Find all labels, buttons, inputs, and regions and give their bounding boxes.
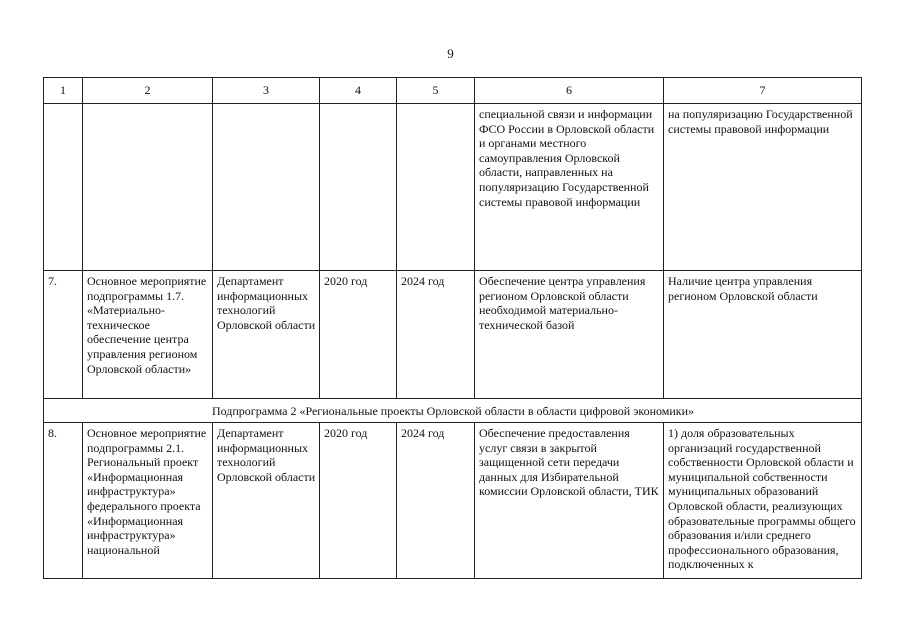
cell-empty xyxy=(83,104,213,271)
header-cell-1: 1 xyxy=(44,78,83,104)
cell-end-year: 2024 год xyxy=(397,271,475,399)
cell-empty xyxy=(397,104,475,271)
table-row-7 xyxy=(44,271,862,399)
table-row-continued xyxy=(44,104,862,271)
cell-measure: Основное мероприятие подпрограммы 1.7. «Материально-техническое обеспечение центра управления регионом Орловской области» xyxy=(83,271,213,399)
cell-empty xyxy=(213,104,320,271)
subprogram-title: Подпрограмма 2 «Региональные проекты Орловской области в области цифровой экономики» xyxy=(44,399,862,423)
plan-table xyxy=(43,77,862,579)
header-cell-4: 4 xyxy=(320,78,397,104)
cell-indicator: Наличие центра управления регионом Орловской области xyxy=(664,271,862,399)
header-cell-5: 5 xyxy=(397,78,475,104)
cell-empty xyxy=(44,104,83,271)
cell-measure: Основное мероприятие подпрограммы 2.1. Региональный проект «Информационная инфраструктура» федерального проекта «Информационная инфраструктура» национальной xyxy=(83,423,213,579)
cell-result: Обеспечение предоставления услуг связи в закрытой защищенной сети передачи данных для Избирательной комиссии Орловской области, ТИК xyxy=(475,423,664,579)
header-cell-6: 6 xyxy=(475,78,664,104)
header-cell-7: 7 xyxy=(664,78,862,104)
header-row xyxy=(44,78,862,104)
cell-executor: Департамент информационных технологий Орловской области xyxy=(213,423,320,579)
cell-number: 7. xyxy=(44,271,83,399)
cell-result: Обеспечение центра управления регионом Орловской области необходимой материально-технической базой xyxy=(475,271,664,399)
header-cell-2: 2 xyxy=(83,78,213,104)
cell-empty xyxy=(320,104,397,271)
cell-number: 8. xyxy=(44,423,83,579)
cell-end-year: 2024 год xyxy=(397,423,475,579)
cell-result: специальной связи и информации ФСО России в Орловской области и органами местного самоуправления Орловской области, направленных на популяризацию Государственной системы правовой информации xyxy=(475,104,664,271)
cell-executor: Департамент информационных технологий Орловской области xyxy=(213,271,320,399)
cell-start-year: 2020 год xyxy=(320,423,397,579)
table-row-8 xyxy=(44,423,862,579)
cell-indicator: 1) доля образовательных организаций государственной собственности Орловской области и муниципальной собственности муниципальных образований Орловской области, реализующих образовательные программы общего образования и/или среднего профессионального образования, подключенных к xyxy=(664,423,862,579)
header-cell-3: 3 xyxy=(213,78,320,104)
page-number: 9 xyxy=(447,46,454,61)
cell-start-year: 2020 год xyxy=(320,271,397,399)
cell-indicator: на популяризацию Государственной системы правовой информации xyxy=(664,104,862,271)
subprogram-row xyxy=(44,399,862,423)
